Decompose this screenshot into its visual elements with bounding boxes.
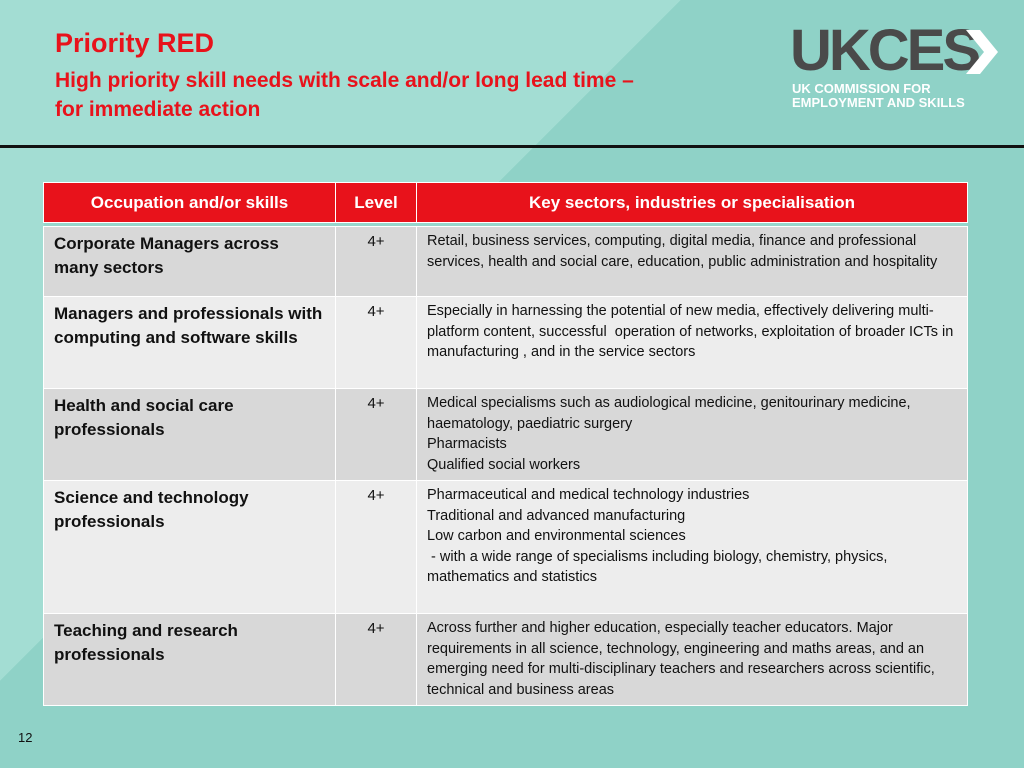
- table-row: [44, 297, 968, 389]
- cell-level: 4+: [336, 481, 417, 614]
- header-divider: [0, 145, 1024, 148]
- cell-key-sectors: [417, 614, 968, 706]
- ukces-logo: [790, 18, 1005, 117]
- cell-level: 4+: [336, 297, 417, 389]
- key-line: Pharmacists: [427, 436, 507, 452]
- column-header-key-sectors: Key sectors, industries or specialisation: [417, 183, 968, 223]
- cell-level: 4+: [336, 227, 417, 297]
- page-title: Priority RED: [55, 28, 215, 58]
- key-line: Low carbon and environmental sciences: [427, 528, 686, 544]
- table-row: [44, 227, 968, 297]
- skills-table: [43, 182, 968, 706]
- logo-line-1: UK COMMISSION FOR: [792, 81, 931, 96]
- page-number: 12: [18, 730, 33, 745]
- chevron-right-icon: [962, 28, 1002, 76]
- cell-key-sectors: [417, 481, 968, 614]
- table-row: [44, 614, 968, 706]
- slide-header: [0, 0, 1024, 145]
- logo-line-2: EMPLOYMENT AND SKILLS: [792, 95, 965, 110]
- cell-occupation: Managers and professionals with computing and software skills: [44, 297, 336, 389]
- column-header-level: Level: [336, 183, 417, 223]
- key-line: Retail, business services, computing, digital media, finance and professional services, health and social care, education, public administration and hospitality: [427, 233, 938, 270]
- key-line: Across further and higher education, especially teacher educators. Major requirements in all science, technology, engineering and maths areas, and an emerging need for multi-disciplinary teachers and researchers across scientific, technical and business areas: [427, 620, 939, 698]
- cell-key-sectors: [417, 297, 968, 389]
- cell-occupation: Corporate Managers across many sectors: [44, 227, 336, 297]
- subtitle-line-1: High priority skill needs with scale and/or long lead time –: [55, 69, 634, 92]
- logo-text: [792, 82, 1007, 110]
- cell-occupation: Health and social care professionals: [44, 389, 336, 481]
- cell-key-sectors: [417, 227, 968, 297]
- key-line: Traditional and advanced manufacturing: [427, 507, 686, 524]
- logo-mark: UKCES: [790, 18, 979, 83]
- key-line: Qualified social workers: [427, 456, 581, 473]
- key-line: Pharmaceutical and medical technology industries: [427, 487, 750, 503]
- page-subtitle: [55, 66, 775, 124]
- cell-level: 4+: [336, 614, 417, 706]
- key-line: Especially in harnessing the potential of new media, effectively delivering multi-platform content, successful operation of networks, exploitation of broader ICTs in manufacturing , and in the service sectors: [427, 303, 958, 360]
- cell-occupation: Teaching and research professionals: [44, 614, 336, 706]
- cell-key-sectors: [417, 389, 968, 481]
- table-row: [44, 481, 968, 614]
- column-header-occupation: Occupation and/or skills: [44, 183, 336, 223]
- table-row: [44, 389, 968, 481]
- cell-occupation: Science and technology professionals: [44, 481, 336, 614]
- key-line: Medical specialisms such as audiological medicine, genitourinary medicine, haematology, paediatric surgery: [427, 395, 915, 432]
- cell-level: 4+: [336, 389, 417, 481]
- table-header-row: [44, 183, 968, 223]
- skills-table-container: [43, 182, 967, 706]
- subtitle-line-2: for immediate action: [55, 98, 261, 121]
- key-line: - with a wide range of specialisms including biology, chemistry, physics, mathematics and statistics: [427, 548, 892, 585]
